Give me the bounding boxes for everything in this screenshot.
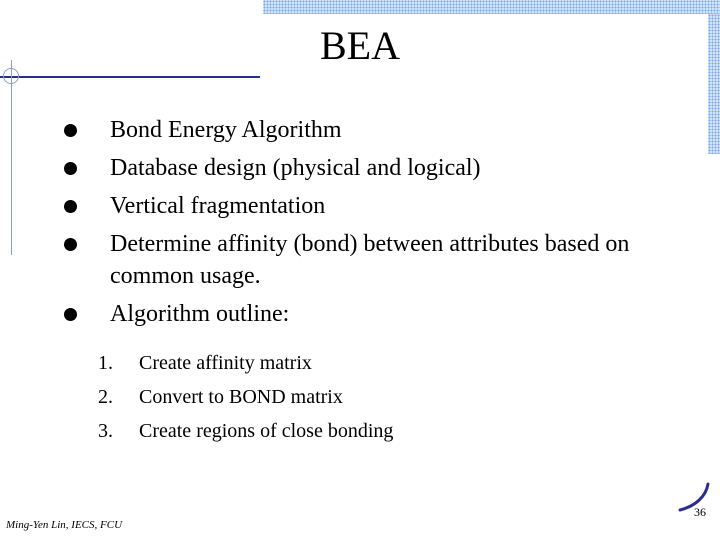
top-decoration-pattern — [263, 0, 720, 14]
bullet-item — [64, 228, 684, 292]
step-text: Convert to BOND matrix — [139, 386, 343, 408]
step-text: Create regions of close bonding — [139, 420, 394, 442]
bullet-item — [64, 152, 684, 184]
footer-author: Ming-Yen Lin, IECS, FCU — [6, 519, 123, 531]
right-decoration-pattern — [708, 14, 720, 154]
bullet-dot-icon — [64, 162, 77, 175]
bullet-text: Vertical fragmentation — [110, 193, 326, 219]
step-item — [98, 346, 393, 380]
bullet-text: Determine affinity (bond) between attributes based on common usage. — [110, 231, 630, 289]
bullet-dot-icon — [64, 308, 77, 321]
bullet-dot-icon — [64, 200, 77, 213]
bullet-dot-icon — [64, 238, 77, 251]
bullet-text: Database design (physical and logical) — [110, 155, 481, 181]
slide-title: BEA — [320, 23, 400, 68]
page-number: 36 — [694, 505, 706, 519]
bullet-item — [64, 114, 684, 146]
bullet-text: Algorithm outline: — [110, 301, 290, 327]
left-vertical-line — [11, 60, 12, 255]
bullet-item — [64, 190, 684, 222]
step-item — [98, 380, 393, 414]
bullet-list — [64, 114, 684, 336]
crosshair-circle-decoration — [3, 68, 19, 84]
step-number: 2. — [98, 386, 113, 408]
title-underline — [0, 76, 260, 78]
step-number: 3. — [98, 420, 113, 442]
step-number: 1. — [98, 352, 113, 374]
step-item — [98, 414, 393, 448]
step-text: Create affinity matrix — [139, 352, 312, 374]
algorithm-steps-list — [98, 346, 393, 448]
bullet-item — [64, 298, 684, 330]
bullet-text: Bond Energy Algorithm — [110, 117, 342, 143]
bullet-dot-icon — [64, 124, 77, 137]
